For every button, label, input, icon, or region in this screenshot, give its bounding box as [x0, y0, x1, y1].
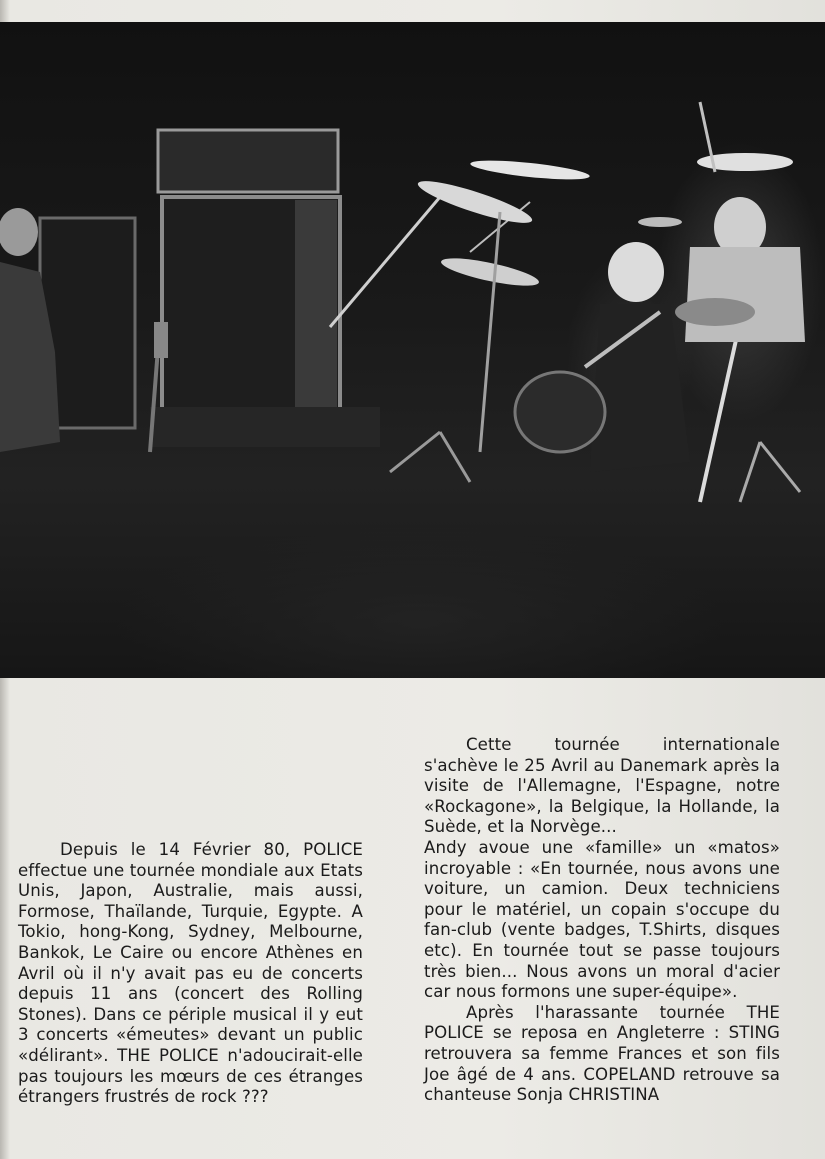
article-right-column	[424, 735, 780, 1106]
right-paragraph-1: Cette tournée internationale s'achève le 25 Avril au Danemark après la visite de l'Allemagne, l'Espagne, notre «Rockagone», la Belgique, la Hollande, la Suède, et la Norvège...	[424, 735, 780, 837]
article-left-column	[18, 840, 363, 1108]
right-paragraph-3: Après l'harassante tournée THE POLICE se reposa en Angleterre : STING retrouvera sa femme Frances et son fils Joe âgé de 4 ans. COPELAND retrouve sa chanteuse Sonja CHRISTINA	[424, 1002, 780, 1105]
concert-photo	[0, 22, 825, 678]
right-paragraph-2: Andy avoue une «famille» un «matos» incroyable : «En tournée, nous avons une voiture, un camion. Deux techniciens pour le matériel, un copain s'occupe du fan-club (vente badges, T.Shirts, disques etc). En tournée tout se passe toujours très bien... Nous avons un moral d'acier car nous formons une super-équipe».	[424, 837, 780, 1002]
concert-photo-drawing	[0, 22, 825, 678]
left-paragraph-1: Depuis le 14 Février 80, POLICE effectue une tournée mondiale aux Etats Unis, Japon, Australie, mais aussi, Formose, Thaïlande, Turquie, Egypte. A Tokio, hong-Kong, Sydney, Melbourne, Bankok, Le Caire ou encore Athènes en Avril où il n'y avait pas eu de concerts depuis 11 ans (concert des Rolling Stones). Dans ce périple musical il y eut 3 concerts «émeutes» devant un public «délirant». THE POLICE n'adoucirait-elle pas toujours les mœurs de ces étranges étrangers frustrés de rock ???	[18, 840, 363, 1107]
